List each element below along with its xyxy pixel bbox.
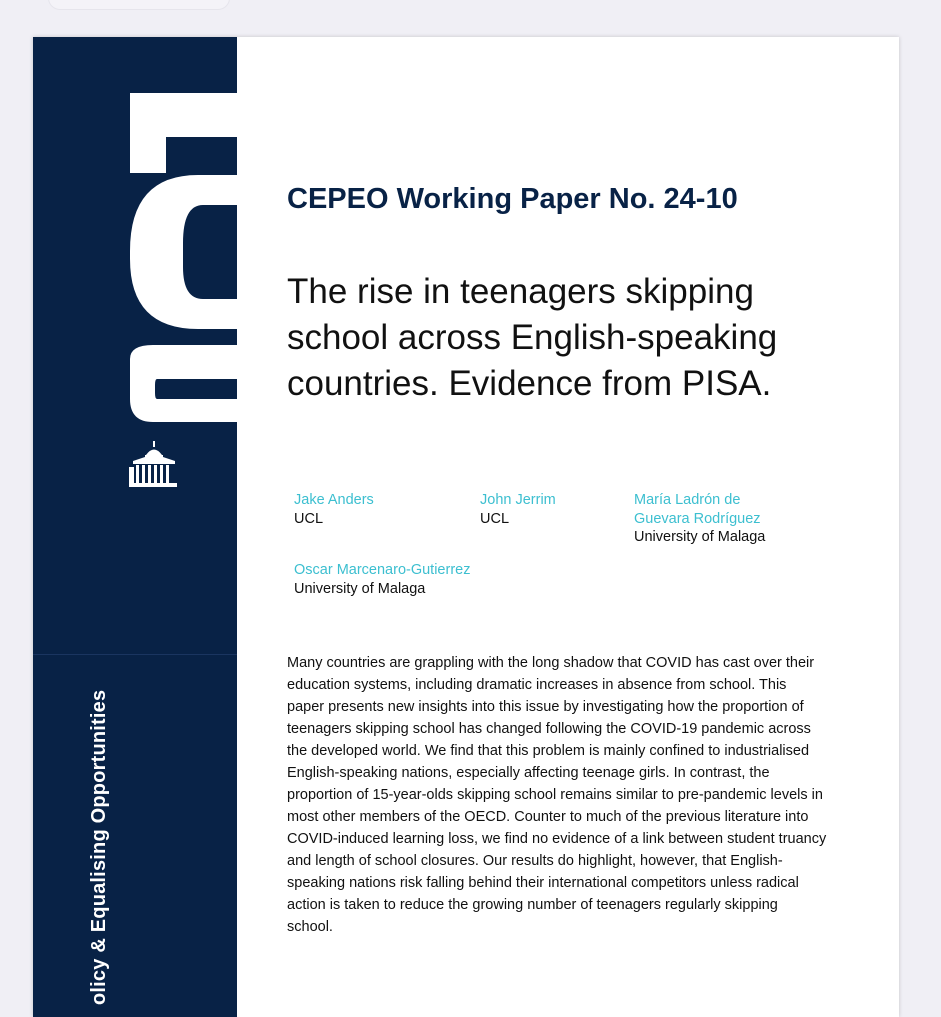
author-name[interactable]: John Jerrim	[480, 492, 556, 508]
ucl-portico-icon	[129, 441, 179, 489]
author-affiliation: University of Malaga	[634, 529, 766, 545]
working-paper-number: CEPEO Working Paper No. 24-10	[287, 183, 738, 215]
author-name[interactable]: María Ladrón de Guevara Rodríguez	[634, 492, 761, 527]
document-page	[33, 37, 899, 1017]
author-affiliation: University of Malaga	[294, 580, 426, 597]
author-block	[634, 491, 784, 547]
vertical-series-title: olicy & Equalising Opportunities	[88, 689, 110, 1005]
ucl-side-band	[33, 37, 237, 1017]
author-name[interactable]: Oscar Marcenaro-Gutierrez	[294, 562, 471, 578]
viewer-top-bar	[48, 0, 230, 10]
author-block	[294, 491, 464, 528]
author-affiliation: UCL	[480, 510, 510, 527]
paper-title: The rise in teenagers skipping school across English-speaking countries. Evidence from PISA.	[287, 272, 778, 403]
ucl-logo	[33, 37, 237, 437]
band-divider	[33, 654, 237, 655]
author-name[interactable]: Jake Anders	[294, 492, 374, 508]
abstract: Many countries are grappling with the long shadow that COVID has cast over their education systems, including dramatic increases in absence from school. This paper presents new insights into this issue by investigating how the proportion of teenagers skipping school has changed following the COVID-19 pandemic across the developed world. We find that this problem is mainly confined to industrialised English-speaking nations, especially affecting teenage girls. In contrast, the proportion of 15-year-olds skipping school remains similar to pre-pandemic levels in most other members of the OECD. Counter to much of the previous literature into COVID-induced learning loss, we find no evidence of a link between student truancy and length of school closures. Our results do highlight, however, that English-speaking nations risk falling behind their international competitors unless radical action is taken to reduce the growing number of teenagers regularly skipping school.	[287, 655, 827, 935]
author-affiliation: UCL	[294, 510, 324, 527]
author-block	[294, 561, 534, 598]
author-block	[480, 491, 630, 528]
